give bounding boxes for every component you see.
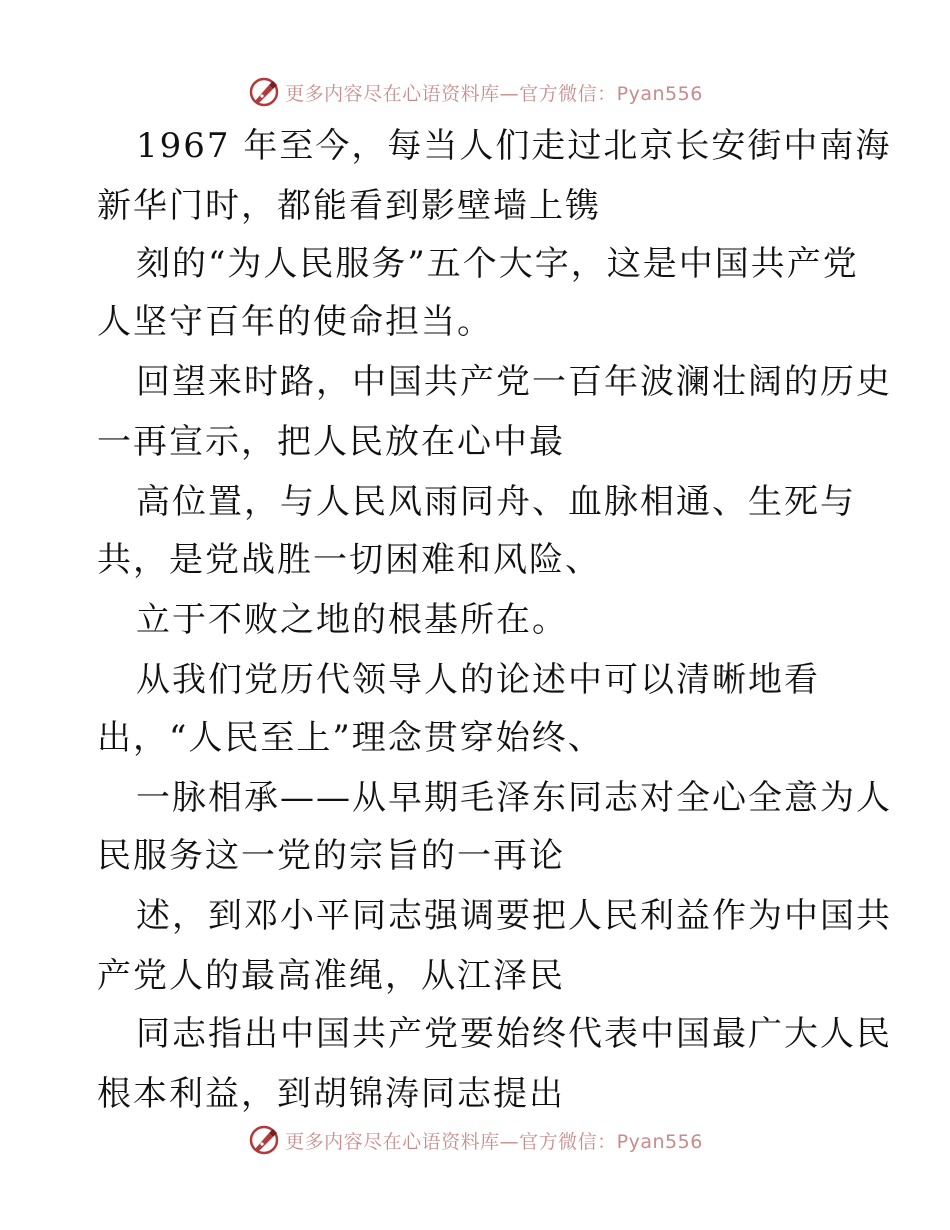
- paragraph-line: 刻的“为人民服务”五个大字，这是中国共产党: [136, 244, 859, 284]
- paragraph-line: 回望来时路，中国共产党一百年波澜壮阔的历史: [136, 362, 892, 402]
- footer-banner: [0, 1120, 950, 1160]
- paragraph-line: 人坚守百年的使命担当。: [97, 302, 493, 342]
- paragraph-line: 从我们党历代领导人的论述中可以清晰地看: [136, 660, 820, 700]
- banner-text: 更多内容尽在心语资料库—官方微信：Pyan556: [285, 1130, 703, 1153]
- pen-nib-logo-icon: [247, 1123, 281, 1157]
- paragraph-line: 一脉相承——从早期毛泽东同志对全心全意为人: [136, 778, 892, 818]
- paragraph-line: 高位置，与人民风雨同舟、血脉相通、生死与: [136, 482, 856, 522]
- paragraph-line: 出，“人民至上”理念贯穿始终、: [97, 718, 604, 758]
- paragraph-line: 述，到邓小平同志强调要把人民利益作为中国共: [136, 896, 892, 936]
- pen-nib-logo-icon: [247, 75, 281, 109]
- banner-text: 更多内容尽在心语资料库—官方微信：Pyan556: [285, 82, 703, 105]
- paragraph-line: 新华门时，都能看到影壁墙上镌: [97, 186, 601, 226]
- paragraph-line: 1967 年至今，每当人们走过北京长安街中南海: [136, 126, 892, 166]
- paragraph-line: 同志指出中国共产党要始终代表中国最广大人民: [136, 1014, 892, 1054]
- paragraph-line: 共，是党战胜一切困难和风险、: [97, 540, 601, 580]
- header-banner: [0, 72, 950, 112]
- paragraph-line: 产党人的最高准绳，从江泽民: [97, 956, 565, 996]
- paragraph-line: 立于不败之地的根基所在。: [136, 600, 568, 640]
- paragraph-line: 一再宣示，把人民放在心中最: [97, 422, 565, 462]
- paragraph-line: 根本利益，到胡锦涛同志提出: [97, 1074, 565, 1114]
- paragraph-line: 民服务这一党的宗旨的一再论: [97, 836, 565, 876]
